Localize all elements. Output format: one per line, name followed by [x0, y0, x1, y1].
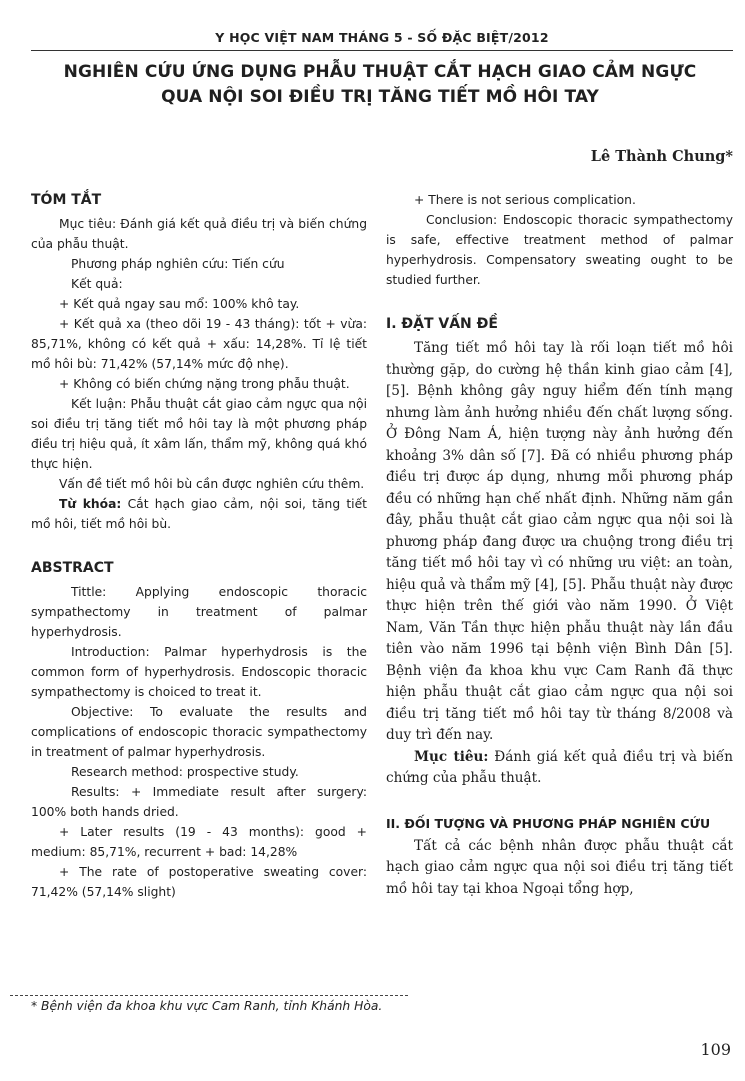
abstract-heading: ABSTRACT: [31, 560, 114, 576]
objective-text: Đánh giá kết quả điều trị và biến chứng của phẫu thuật.: [386, 748, 733, 786]
footnote: * Bệnh viện đa khoa khu vực Cam Ranh, tỉnh Khánh Hòa.: [31, 999, 383, 1013]
section-1-heading: I. ĐẶT VẤN ĐỀ: [386, 316, 498, 332]
abstract-objective: Objective: To evaluate the results and complications of endoscopic thoracic sympathectomy in treatment of palmar hyperhydrosis.: [31, 705, 367, 759]
left-column: [31, 190, 367, 902]
section-2-body: Tất cả các bệnh nhân được phẫu thuật cắt hạch giao cảm ngực qua nội soi điều trị tăng tiết mồ hôi tay tại khoa Ngoại tổng hợp,: [386, 837, 733, 897]
title-line-2: QUA NỘI SOI ĐIỀU TRỊ TĂNG TIẾT MỒ HÔI TAY: [161, 87, 599, 107]
summary-result-3: + Không có biến chứng nặng trong phẫu thuật.: [59, 377, 350, 391]
author: Lê Thành Chung*: [590, 148, 733, 165]
summary-result-2: + Kết quả xa (theo dõi 19 - 43 tháng): tốt + vừa: 85,71%, không có kết quả + xấu: 14,28%. Tỉ lệ tiết mồ hôi bù: 71,42% (57,14% mức độ nhẹ).: [31, 317, 367, 371]
article-title: [60, 60, 700, 110]
abstract-introduction: Introduction: Palmar hyperhydrosis is the common form of hyperhydrosis. Endoscopic thoracic sympathectomy is choiced to treat it.: [31, 645, 367, 699]
summary-conclusion: Kết luận: Phẫu thuật cắt giao cảm ngực qua nội soi điều trị tăng tiết mồ hôi tay là một phương pháp điều trị hiệu quả, ít xâm lấn, thẩm mỹ, không quá khó thực hiện.: [31, 397, 367, 471]
objective-label: Mục tiêu:: [414, 748, 489, 765]
abstract-results: Results: + Immediate result after surgery: 100% both hands dried.: [31, 785, 367, 819]
abstract-title: Tittle: Applying endoscopic thoracic sympathectomy in treatment of palmar hyperhydrosis.: [31, 585, 367, 639]
abstract-sweating-rate: + The rate of postoperative sweating cover: 71,42% (57,14% slight): [31, 865, 367, 899]
header-rule: [31, 50, 733, 51]
section-2-heading: II. ĐỐI TƯỢNG VÀ PHƯƠNG PHÁP NGHIÊN CỨU: [386, 815, 711, 831]
summary-keywords: [31, 494, 367, 534]
summary-results-label: Kết quả:: [71, 277, 123, 291]
abstract-method: Research method: prospective study.: [71, 765, 299, 779]
summary-objective: Mục tiêu: Đánh giá kết quả điều trị và biến chứng của phẫu thuật.: [31, 217, 367, 251]
summary-heading: TÓM TẮT: [31, 192, 102, 208]
summary-result-1: + Kết quả ngay sau mổ: 100% khô tay.: [59, 297, 300, 311]
abstract-complication: + There is not serious complication.: [414, 193, 636, 207]
abstract-later-results: + Later results (19 - 43 months): good + medium: 85,71%, recurrent + bad: 14,28%: [31, 825, 367, 859]
page-number: 109: [700, 1040, 731, 1059]
summary-method: Phương pháp nghiên cứu: Tiến cứu: [71, 257, 285, 271]
section-1-body: Tăng tiết mồ hôi tay là rối loạn tiết mồ hôi thường gặp, do cường hệ thần kinh giao cảm [4], [5]. Bệnh không gây nguy hiểm đến tính mạng nhưng làm ảnh hưởng nhiều đến chất lượng sống. Ở Đông Nam Á, hiện tượng này ảnh hưởng đến khoảng 3% dân số [7]. Đã có nhiều phương pháp điều trị được áp dụng, nhưng mỗi phương pháp đều có những hạn chế nhất định. Những năm gần đây, phẫu thuật cắt giao cảm ngực qua nội soi là phương pháp đang được ưa chuộng trong điều trị tăng tiết mồ hôi tay vì có những ưu việt: an toàn, hiệu quả và thẩm mỹ [4], [5]. Phẫu thuật này được thực hiện trên thế giới vào năm 1990. Ở Việt Nam, Văn Tần thực hiện phẫu thuật này lần đầu tiên vào năm 1996 tại bệnh viện Bình Dân [5]. Bệnh viện đa khoa khu vực Cam Ranh đã thực hiện phẫu thuật cắt giao cảm ngực qua nội soi điều trị tăng tiết mồ hôi tay từ tháng 8/2008 và duy trì đến nay.: [386, 340, 733, 743]
footnote-rule: [10, 995, 408, 996]
keywords-label: Từ khóa:: [59, 497, 122, 511]
summary-issue: Vấn đề tiết mồ hôi bù cần được nghiên cứu thêm.: [59, 477, 365, 491]
section-1-objective: [386, 747, 733, 790]
journal-header: Y HỌC VIỆT NAM THÁNG 5 - SỐ ĐẶC BIỆT/2012: [215, 30, 549, 45]
right-column: [386, 190, 733, 900]
abstract-conclusion: Conclusion: Endoscopic thoracic sympathectomy is safe, effective treatment method of palmar hyperhydrosis. Compensatory sweating ought to be studied further.: [386, 213, 733, 287]
keywords-text: Cắt hạch giao cảm, nội soi, tăng tiết mồ hôi, tiết mồ hôi bù.: [31, 497, 367, 531]
title-line-1: NGHIÊN CỨU ỨNG DỤNG PHẪU THUẬT CẮT HẠCH GIAO CẢM NGỰC: [63, 62, 697, 82]
